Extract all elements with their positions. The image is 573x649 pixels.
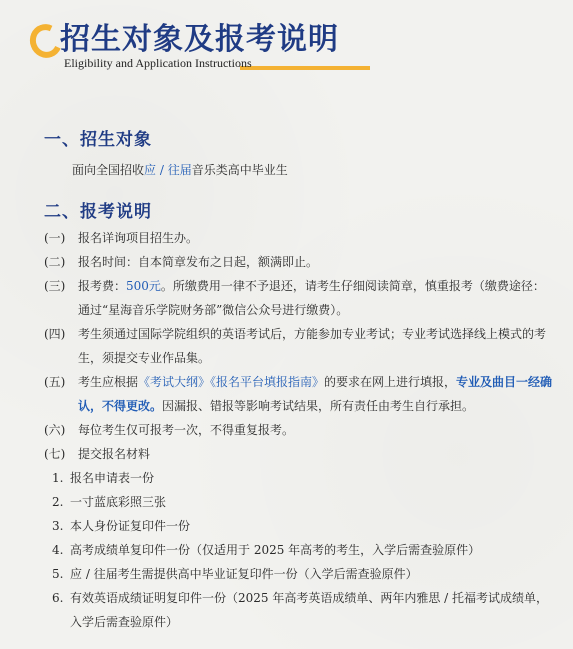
eligibility-text	[72, 160, 554, 180]
material-text: 一寸蓝底彩照三张	[70, 495, 167, 509]
list-item	[44, 442, 554, 466]
fee-amount: 500元	[126, 279, 161, 293]
item-number: (四)	[44, 327, 66, 341]
material-number: 2.	[52, 495, 64, 509]
item-text: 考生须通过国际学院组织的英语考试后，方能参加专业考试；专业考试选择线上模式的考生，须提交专业作品集。	[78, 327, 547, 365]
item-text-c: 的要求在网上进行填报，	[324, 375, 457, 389]
list-item	[44, 418, 554, 442]
item-text: 报名时间：自本简章发布之日起，额满即止。	[78, 255, 319, 269]
material-text: 有效英语成绩证明复印件一份（2025 年高考英语成绩单、两年内雅思 / 托福考试成绩单，入学后需查验原件）	[70, 591, 549, 629]
item-text: 提交报名材料	[78, 447, 151, 461]
page-title: 招生对象及报考说明	[60, 22, 339, 57]
material-number: 4.	[52, 543, 64, 557]
item-text-a: 考生应根据	[78, 375, 139, 389]
item-text: 报名详询项目招生办。	[78, 231, 199, 245]
fee-note: 。所缴费用一律不予退还，请考生仔细阅读简章，慎重报考（缴费途径：通过“星海音乐学院财务部”微信公众号进行缴费）。	[78, 279, 545, 317]
instructions-list	[44, 226, 554, 634]
item-number: (五)	[44, 375, 66, 389]
list-item	[44, 322, 554, 370]
page-header	[0, 0, 573, 80]
list-item	[44, 226, 554, 250]
materials-item	[52, 538, 554, 562]
item-text	[78, 274, 554, 322]
material-text: 高考成绩单复印件一份（仅适用于 2025 年高考的考生，入学后需查验原件）	[70, 543, 481, 557]
section-heading-instructions: 二、报考说明	[44, 202, 152, 222]
materials-item	[52, 466, 554, 490]
materials-item	[52, 514, 554, 538]
item-text: 每位考生仅可报考一次，不得重复报考。	[78, 423, 295, 437]
item-number: (一)	[44, 231, 66, 245]
item-text	[78, 370, 554, 418]
material-text: 本人身份证复印件一份	[70, 519, 191, 533]
material-number: 3.	[52, 519, 64, 533]
materials-item	[52, 490, 554, 514]
eligibility-text-a: 面向全国招收	[72, 163, 145, 177]
fee-label: 报考费：	[78, 279, 127, 293]
list-item	[44, 250, 554, 274]
eligibility-text-c: 音乐类高中毕业生	[191, 163, 288, 177]
guide-titles: 《考试大纲》《报名平台填报指南》	[138, 375, 325, 389]
eligibility-highlight: 应 / 往届	[144, 163, 192, 177]
material-number: 5.	[52, 567, 64, 581]
section-heading-eligibility: 一、招生对象	[44, 130, 152, 150]
material-text: 报名申请表一份	[70, 471, 155, 485]
item-number: (三)	[44, 279, 66, 293]
title-underline	[240, 66, 370, 70]
page-subtitle: Eligibility and Application Instructions	[64, 56, 252, 70]
item-number: (六)	[44, 423, 66, 437]
material-text: 应 / 往届考生需提供高中毕业证复印件一份（入学后需查验原件）	[70, 567, 418, 581]
no-change-warning: 专业及曲目一经确认，不得更改。	[78, 375, 553, 413]
material-number: 1.	[52, 471, 64, 485]
item-number: (七)	[44, 447, 66, 461]
list-item	[44, 274, 554, 322]
materials-item	[52, 562, 554, 586]
list-item	[44, 370, 554, 418]
materials-item	[52, 586, 554, 634]
content	[44, 128, 554, 634]
item-number: (二)	[44, 255, 66, 269]
material-number: 6.	[52, 591, 64, 605]
item-text-e: 因漏报、错报等影响考试结果，所有责任由考生自行承担。	[162, 399, 475, 413]
